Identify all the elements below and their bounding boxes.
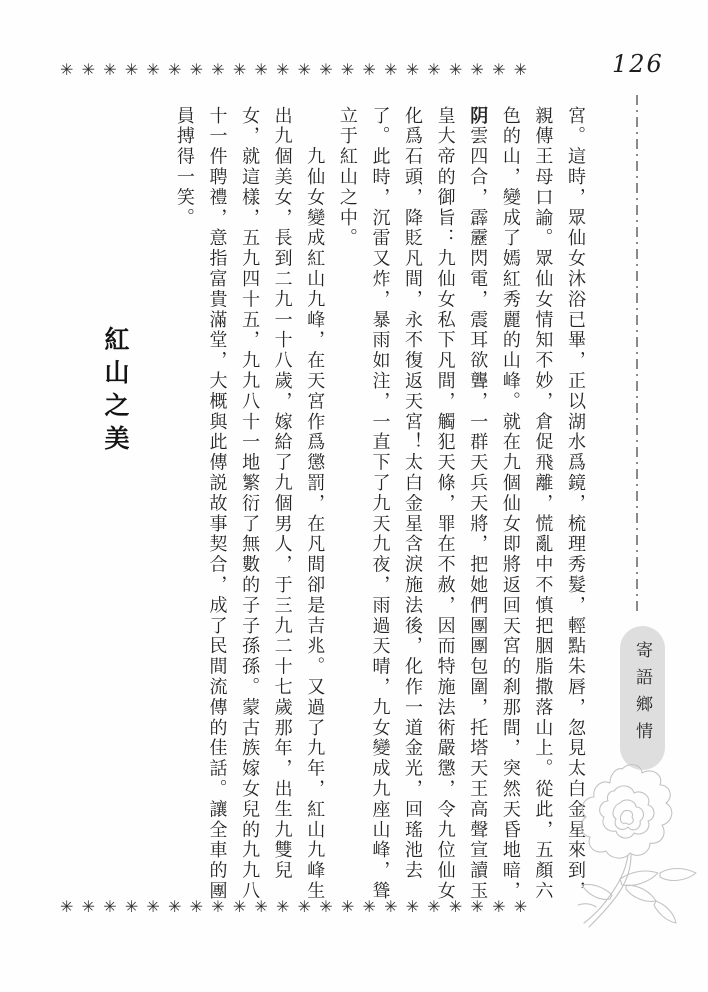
text-column	[364, 106, 397, 908]
text-column	[462, 106, 495, 908]
text-column	[527, 106, 560, 908]
column-text: 色的山，變成了嫣紅秀麗的山峰。就在九個仙女即將返回天宮的刹那間，突然天昏地暗，	[500, 106, 521, 902]
body-text	[168, 106, 592, 908]
dash-dot-rule	[636, 95, 638, 612]
column-text: 立于紅山之中。	[337, 106, 358, 249]
text-column	[396, 106, 429, 908]
column-text: 九仙女變成紅山九峰，在天宮作爲懲罰，在凡間卻是吉兆。又過了九年，紅山九峰生	[305, 106, 326, 902]
bold-char: 阴	[468, 106, 489, 127]
page-number: 126	[612, 50, 664, 78]
sidebar-label-pill	[620, 626, 665, 770]
column-text: 宮。這時，眾仙女沐浴已畢，正以湖水爲鏡，梳理秀髮，輕點朱唇，忽見太白金星來到，	[566, 106, 586, 902]
text-column	[266, 106, 299, 908]
sidebar-label: 寄語鄉情	[633, 641, 652, 749]
column-text: 出九個美女，長到二九一十八歲，嫁給了九個男人，于三九二十七歲那年，出生九雙兒	[272, 106, 293, 882]
column-text: 雲四合，霹靂閃電，震耳欲聾，一群天兵天將，把她們團團包圍，托塔天王高聲宣讀玉	[468, 126, 489, 902]
peony-flower-icon	[576, 757, 708, 952]
column-text: 員搏得一笑。	[174, 106, 195, 229]
column-text: 了。此時，沉雷又炸，暴雨如注，一直下了九天九夜，雨過天晴，九女變成九座山峰，聳	[370, 106, 391, 902]
column-text: 十一件聘禮，意指富貴滿堂，大概與此傳説故事契合，成了民間流傳的佳話。讓全車的團	[207, 106, 228, 902]
column-text: 化爲石頭，降貶凡間，永不復返天宮！太白金星含淚施法後，化作一道金光，回瑤池去	[403, 106, 424, 882]
text-column	[429, 106, 462, 908]
text-column	[168, 106, 201, 908]
text-column	[201, 106, 234, 908]
decorative-border-bottom: ✳✳✳✳✳✳✳✳✳✳✳✳✳✳✳✳✳✳✳✳✳✳	[60, 897, 536, 916]
section-heading: 紅山之美	[101, 326, 128, 458]
column-text: 皇大帝的御旨：九仙女私下凡間，觸犯天條，罪在不赦，因而特施法術嚴懲，令九位仙女	[435, 106, 456, 902]
text-column	[331, 106, 364, 908]
text-column	[299, 106, 332, 908]
column-text: 女，就這樣，五九四十五，九九八十一地繁衍了無數的子子孫孫。蒙古族嫁女兒的九九八	[240, 106, 261, 902]
column-text: 親傳王母口諭。眾仙女情知不妙，倉促飛離，慌亂中不慎把胭脂撒落山上。從此，五顏六	[533, 106, 554, 902]
decorative-border-top: ✳✳✳✳✳✳✳✳✳✳✳✳✳✳✳✳✳✳✳✳✳✳	[60, 60, 536, 79]
text-column	[494, 106, 527, 908]
text-column	[233, 106, 266, 908]
